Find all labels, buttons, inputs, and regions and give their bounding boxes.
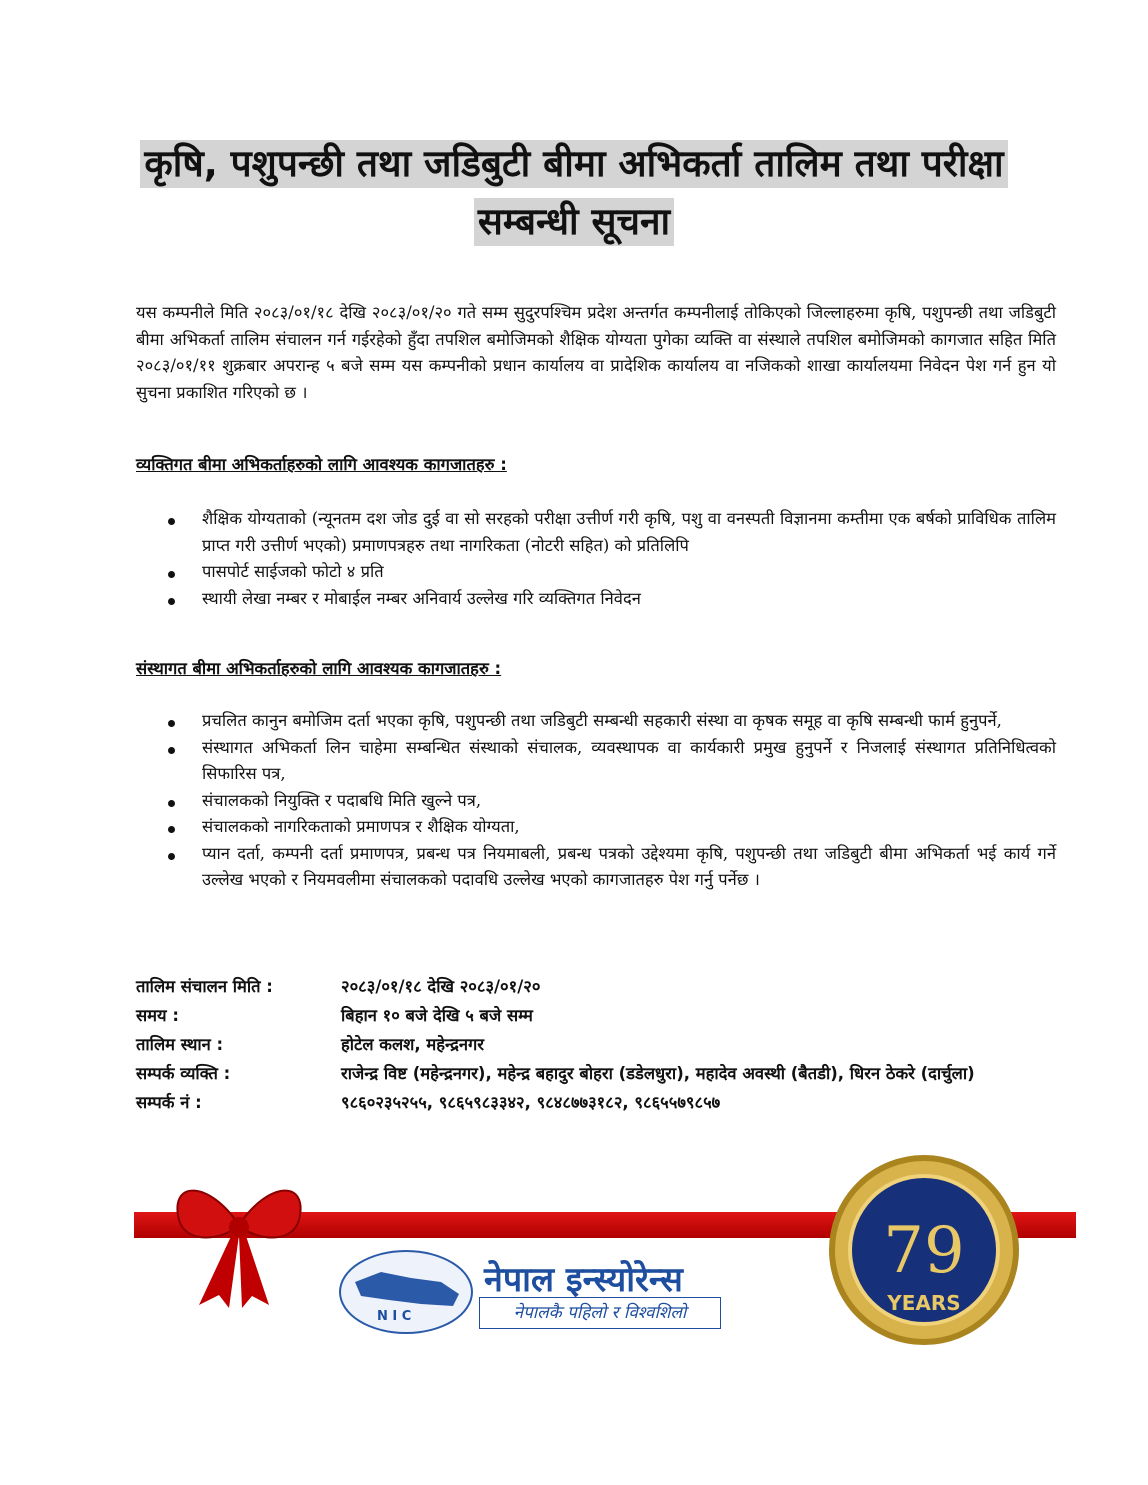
- phone-label: सम्पर्क नं :: [136, 1093, 202, 1112]
- time-label: समय :: [136, 1006, 179, 1025]
- svg-text:79: 79: [883, 1214, 965, 1288]
- time-value: बिहान १० बजे देखि ५ बजे सम्म: [341, 1006, 533, 1025]
- institutional-heading: संस्थागत बीमा अभिकर्ताहरुको लागि आवश्यक कागजातहरु :: [136, 659, 502, 678]
- list-item: प्रचलित कानुन बमोजिम दर्ता भएका कृषि, पशुपन्छी तथा जडिबुटी सम्बन्धी सहकारी संस्था वा कृषक समूह वा कृषि सम्बन्धी फार्म हुनुपर्ने,: [168, 708, 1056, 735]
- bullet-icon: [168, 800, 175, 807]
- individual-list: [168, 506, 1056, 612]
- list-item: संचालकको नियुक्ति र पदाबधि मिति खुल्ने पत्र,: [168, 788, 1056, 815]
- training-details: [136, 972, 1056, 1117]
- detail-row-contact: [136, 1059, 1056, 1088]
- contact-value: राजेन्द्र विष्ट (महेन्द्रनगर), महेन्द्र बहादुर बोहरा (डडेलधुरा), महादेव अवस्थी (बैतडी), धिरन ठेकरे (दार्चुला): [341, 1064, 975, 1083]
- venue-value: होटेल कलश, महेन्द्रनगर: [341, 1035, 485, 1054]
- bullet-icon: [168, 598, 175, 605]
- list-item: शैक्षिक योग्यताको (न्यूनतम दश जोड दुई वा सो सरहको परीक्षा उत्तीर्ण गरी कृषि, पशु वा वनस्पती विज्ञानमा कम्तीमा एक बर्षको प्राविधिक तालिम प्राप्त गरी उत्तीर्ण भएको) प्रमाणपत्रहरु तथा नागरिकता (नोटरी सहित) को प्रतिलिपि: [168, 506, 1056, 559]
- bullet-icon: [168, 571, 175, 578]
- list-item: पासपोर्ट साईजको फोटो ४ प्रति: [168, 559, 1056, 586]
- detail-row-venue: [136, 1030, 1056, 1059]
- detail-row-phone: [136, 1088, 1056, 1117]
- ribbon-bow-icon: [164, 1160, 314, 1310]
- intro-paragraph: यस कम्पनीले मिति २०८३/०१/१८ देखि २०८३/०१/२० गते सम्म सुदुरपश्चिम प्रदेश अन्तर्गत कम्पनीलाई तोकिएको जिल्लाहरुमा कृषि, पशुपन्छी तथा जडिबुटी बीमा अभिकर्ता तालिम संचालन गर्न गईरहेको हुँदा तपशिल बमोजिमको शैक्षिक योग्यता पुगेका व्यक्ति वा संस्थाले तपशिल बमोजिमको कागजात सहित मिति २०८३/०१/११ शुक्रबार अपरान्ह ५ बजे सम्म यस कम्पनीको प्रधान कार्यालय वा प्रादेशिक कार्यालय वा नजिकको शाखा कार्यालयमा निवेदन पेश गर्न हुन यो सुचना प्रकाशित गरिएको छ ।: [136, 303, 1056, 402]
- list-item: संचालकको नागरिकताको प्रमाणपत्र र शैक्षिक योग्यता,: [168, 814, 1056, 841]
- detail-row-time: [136, 1001, 1056, 1030]
- list-item: स्थायी लेखा नम्बर र मोबाईल नम्बर अनिवार्य उल्लेख गरि व्यक्तिगत निवेदन: [168, 586, 1056, 613]
- date-label: तालिम संचालन मिति :: [136, 977, 273, 996]
- individual-heading: व्यक्तिगत बीमा अभिकर्ताहरुको लागि आवश्यक कागजातहरु :: [136, 455, 507, 474]
- title-line-2: सम्बन्धी सूचना: [474, 198, 674, 246]
- svg-text:YEARS: YEARS: [887, 1291, 961, 1315]
- nic-logo: [339, 1250, 473, 1334]
- date-value: २०८३/०१/१८ देखि २०८३/०१/२०: [341, 977, 541, 996]
- bullet-icon: [168, 720, 175, 727]
- detail-row-date: [136, 972, 1056, 1001]
- phone-value: ९८६०२३५२५५, ९८६५९८३३४२, ९८४८७७३१८२, ९८६५५७९८५७: [341, 1093, 721, 1112]
- bullet-icon: [168, 747, 175, 754]
- institutional-list: [168, 708, 1056, 894]
- title-line-1: कृषि, पशुपन्छी तथा जडिबुटी बीमा अभिकर्ता तालिम तथा परीक्षा: [140, 140, 1007, 188]
- bullet-icon: [168, 518, 175, 525]
- list-item: संस्थागत अभिकर्ता लिन चाहेमा सम्बन्धित संस्थाको संचालक, व्यवस्थापक वा कार्यकारी प्रमुख हुनुपर्ने र निजलाई संस्थागत प्रतिनिधित्वको सिफारिस पत्र,: [168, 735, 1056, 788]
- company-name: नेपाल इन्स्योरेन्स: [484, 1260, 683, 1300]
- bullet-icon: [168, 853, 175, 860]
- anniversary-badge-icon: [824, 1150, 1024, 1350]
- bullet-icon: [168, 826, 175, 833]
- nepal-map-icon: [341, 1252, 471, 1332]
- svg-text:N I C: N I C: [377, 1309, 412, 1324]
- list-item: प्यान दर्ता, कम्पनी दर्ता प्रमाणपत्र, प्रबन्ध पत्र नियमाबली, प्रबन्ध पत्रको उद्देश्यमा कृषि, पशुपन्छी तथा जडिबुटी बीमा अभिकर्ता भई कार्य गर्ने उल्लेख भएको र नियमवलीमा संचालकको पदावधि उल्लेख भएको कागजातहरु पेश गर्नु पर्नेछ ।: [168, 841, 1056, 894]
- notice-title: [0, 140, 1148, 246]
- contact-label: सम्पर्क व्यक्ति :: [136, 1064, 231, 1083]
- venue-label: तालिम स्थान :: [136, 1035, 224, 1054]
- footer-banner: [134, 1150, 1076, 1350]
- company-tagline: नेपालकै पहिलो र विश्वशिलो: [479, 1297, 721, 1329]
